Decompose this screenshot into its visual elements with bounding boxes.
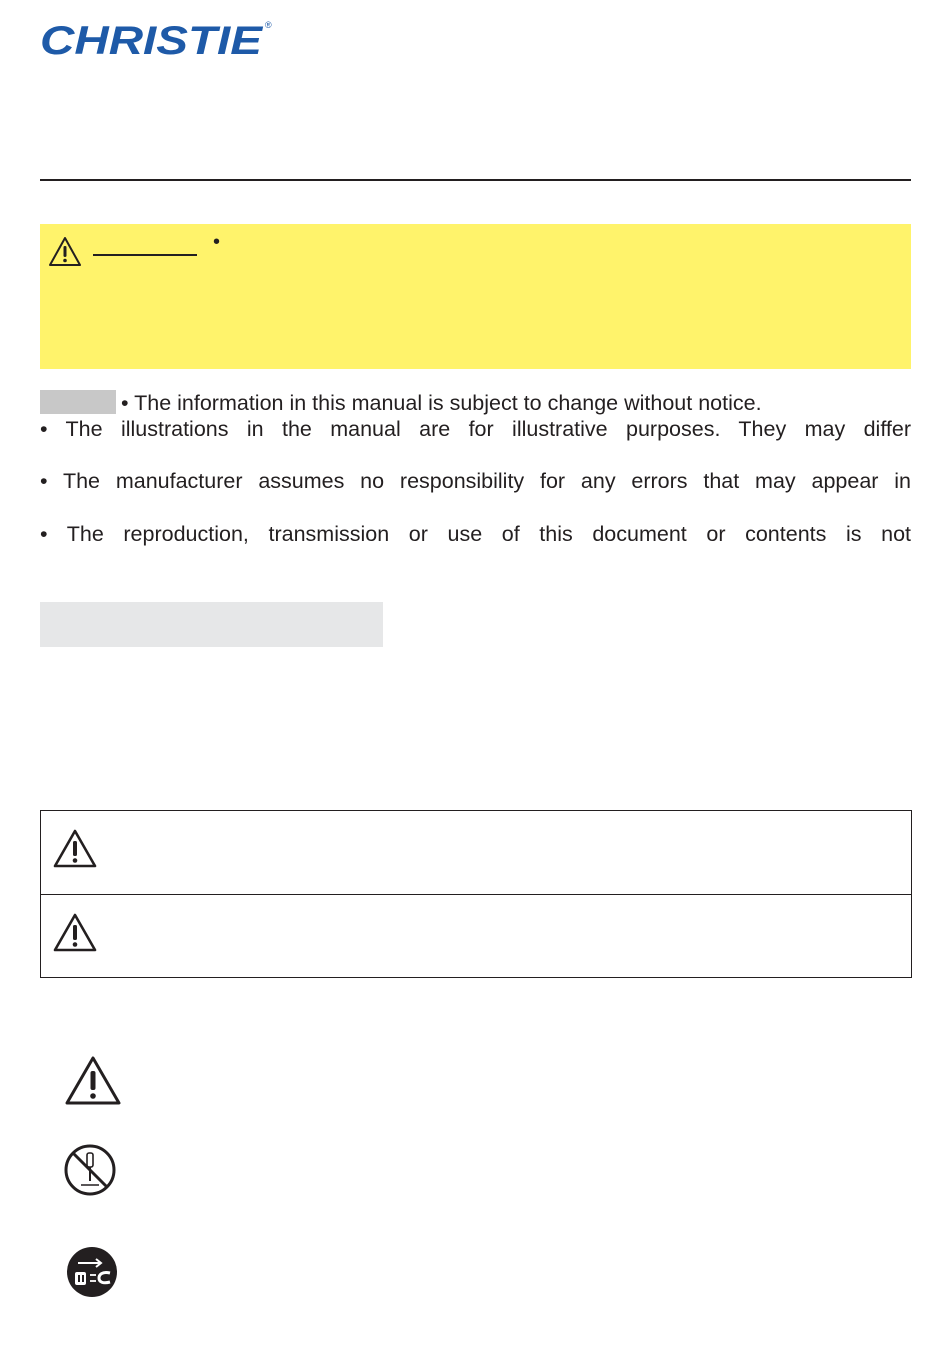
svg-text:CHRISTIE	[40, 19, 264, 62]
no-disassembly-icon	[63, 1143, 117, 1197]
symbol-table	[40, 810, 912, 978]
warning-box	[40, 224, 911, 369]
registered-mark: ®	[265, 20, 272, 30]
symbol-table-row	[41, 811, 911, 894]
notice-line: • The reproduction, transmission or use of this document or contents is not	[40, 522, 911, 546]
unplug-icon	[66, 1246, 118, 1298]
warning-triangle-icon	[48, 236, 82, 268]
section-heading-bar	[40, 602, 383, 647]
warning-label-underline	[93, 254, 197, 256]
notice-tag	[40, 390, 116, 414]
symbol-table-row	[41, 894, 911, 978]
header-rule	[40, 179, 911, 181]
caution-triangle-icon	[64, 1055, 122, 1107]
caution-triangle-icon	[52, 912, 98, 954]
warning-bullet: •	[213, 231, 221, 253]
notice-line: • The information in this manual is subject to change without notice.	[121, 391, 762, 415]
warning-triangle-icon	[52, 828, 98, 870]
logo-text: CHRISTIE	[40, 19, 264, 62]
notice-line: • The illustrations in the manual are for illustrative purposes. They may differ	[40, 417, 911, 441]
notice-line: • The manufacturer assumes no responsibility for any errors that may appear in	[40, 469, 911, 493]
christie-logo	[40, 18, 276, 62]
